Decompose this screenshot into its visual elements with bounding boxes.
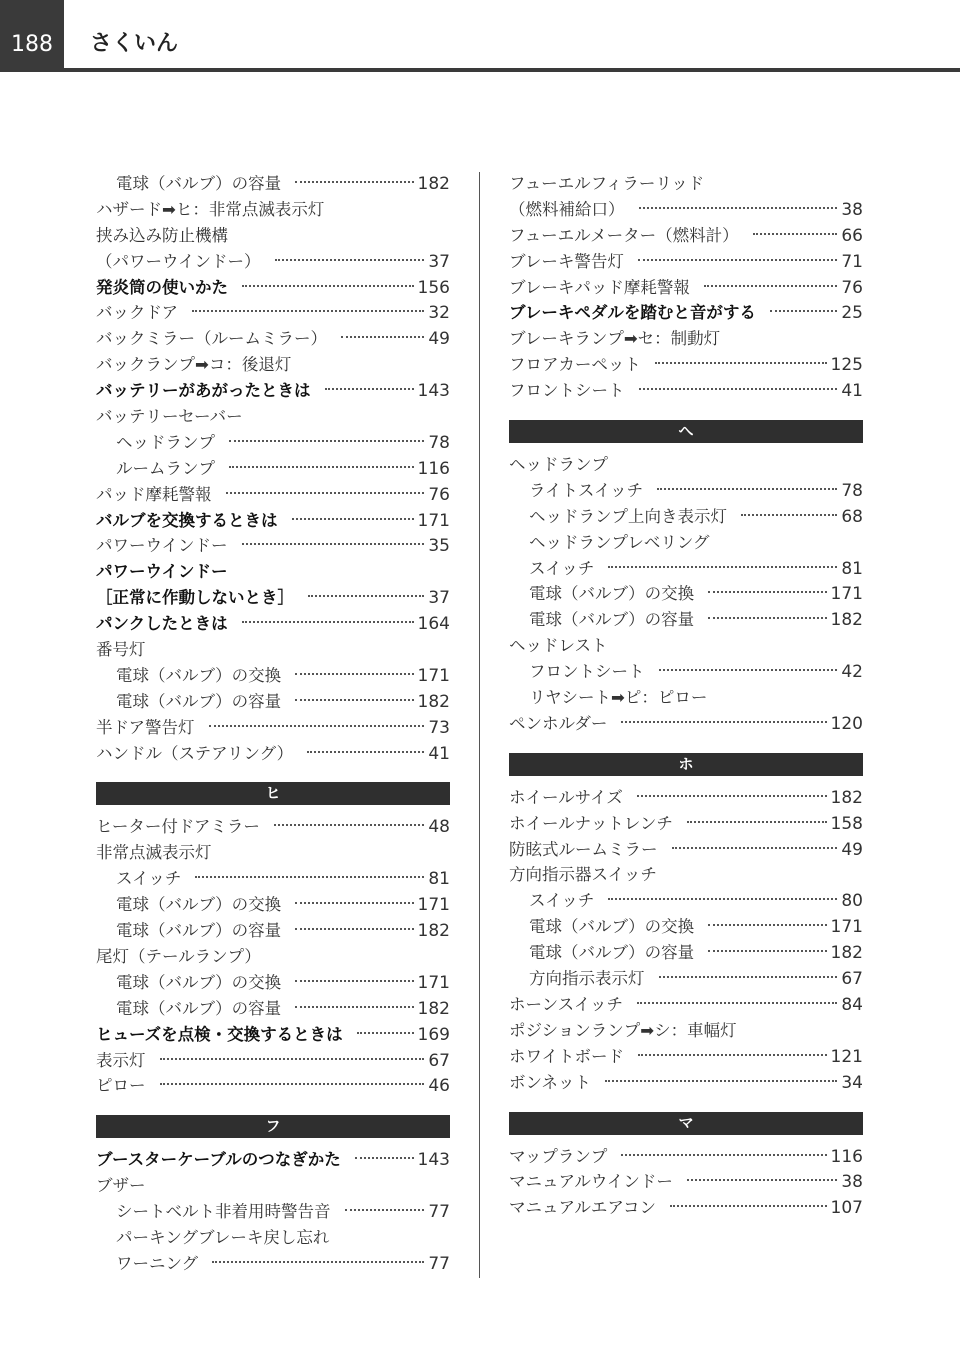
dot-leader: [637, 795, 827, 797]
entry-label: ブースターケーブルのつなぎかた: [96, 1150, 341, 1170]
entry-page-number: 120: [830, 713, 863, 734]
entry-label: ハンドル（ステアリング）: [96, 743, 294, 763]
entry-label: パワーウインドー: [96, 562, 228, 582]
index-entry: [96, 918, 450, 944]
entry-page-number: 171: [417, 665, 450, 686]
entry-label: バックドア: [96, 303, 179, 323]
dot-leader: [672, 847, 838, 849]
dot-leader: [295, 1006, 413, 1008]
entry-label: 電球（バルブ）の交換: [116, 665, 282, 685]
entry-page-number: 34: [841, 1072, 863, 1093]
dot-leader: [308, 595, 424, 597]
entry-label: 方向指示表示灯: [529, 969, 645, 989]
dot-leader: [770, 310, 838, 312]
entry-page-number: 143: [417, 381, 450, 402]
dot-leader: [274, 824, 425, 826]
index-entry: [509, 888, 863, 914]
entry-label: ポジションランプ➡シ：車幅灯: [509, 1020, 737, 1040]
index-entry: [509, 914, 863, 940]
header-rule: [64, 68, 960, 72]
dot-leader: [741, 514, 837, 516]
dot-leader: [704, 285, 838, 287]
entry-label: 電球（バルブ）の容量: [116, 998, 282, 1018]
entry-label: 電球（バルブ）の容量: [529, 943, 695, 963]
entry-label: ペンホルダー: [509, 713, 608, 733]
entry-page-number: 77: [428, 1202, 450, 1223]
entry-page-number: 77: [428, 1253, 450, 1274]
entry-label: ハザード➡ヒ：非常点滅表示灯: [96, 199, 325, 219]
index-entry: [96, 892, 450, 918]
entry-page-number: 25: [841, 303, 863, 324]
index-entry: [509, 966, 863, 992]
index-entry: [509, 478, 863, 504]
dot-leader: [687, 821, 827, 823]
entry-page-number: 42: [841, 662, 863, 683]
page-header: [0, 0, 960, 72]
index-entry: [509, 685, 863, 711]
dot-leader: [195, 876, 424, 878]
entry-page-number: 71: [841, 251, 863, 272]
entry-page-number: 182: [830, 943, 863, 964]
entry-label: パーキングブレーキ戻し忘れ: [116, 1227, 330, 1247]
index-entry: [509, 837, 863, 863]
entry-page-number: 81: [841, 558, 863, 579]
index-entry: [96, 689, 450, 715]
index-entry: [509, 862, 863, 888]
entry-label: フューエルフィラーリッド: [509, 174, 705, 193]
dot-leader: [307, 751, 424, 753]
entry-page-number: 76: [841, 277, 863, 298]
entry-label: リヤシート➡ピ：ピロー: [529, 688, 708, 708]
entry-label: 電球（バルブ）の交換: [529, 584, 695, 604]
entry-page-number: 171: [830, 584, 863, 605]
entry-page-number: 49: [428, 329, 450, 350]
entry-page-number: 67: [841, 969, 863, 990]
index-entry: [96, 840, 450, 866]
index-entry: [509, 300, 863, 326]
entry-page-number: 46: [428, 1076, 450, 1097]
index-entry: [509, 452, 863, 478]
index-entry: [96, 866, 450, 892]
entry-label: 発炎筒の使いかた: [96, 277, 228, 297]
entry-label: 電球（バルブ）の交換: [116, 895, 282, 915]
entry-label: ワーニング: [116, 1253, 199, 1273]
entry-page-number: 116: [830, 1146, 863, 1167]
index-entry: [509, 607, 863, 633]
dot-leader: [160, 1083, 425, 1085]
index-entry: [96, 404, 450, 430]
dot-leader: [209, 725, 425, 727]
entry-label: 表示灯: [96, 1050, 146, 1070]
entry-page-number: 164: [417, 614, 450, 635]
index-entry: [509, 326, 863, 352]
entry-page-number: 48: [428, 817, 450, 838]
index-entry: [509, 275, 863, 301]
index-entry: [509, 223, 863, 249]
index-entry: [96, 1073, 450, 1099]
column-divider: [479, 172, 480, 1278]
index-entry: [509, 1144, 863, 1170]
index-entry: [96, 300, 450, 326]
index-entry: [509, 530, 863, 556]
index-column-left: [96, 171, 450, 1277]
entry-label: ヘッドランプ: [509, 455, 608, 475]
dot-leader: [192, 310, 424, 312]
dot-leader: [341, 336, 424, 338]
dot-leader: [295, 181, 413, 183]
index-entry: [509, 378, 863, 404]
entry-page-number: 169: [417, 1024, 450, 1045]
index-entry: [509, 197, 863, 223]
entry-label: ブレーキパッド摩耗警報: [509, 277, 690, 297]
index-entry: [96, 585, 450, 611]
dot-leader: [295, 928, 413, 930]
index-entry: [509, 504, 863, 530]
entry-label: ヘッドランプ: [116, 432, 215, 452]
entry-page-number: 41: [841, 381, 863, 402]
index-entry: [96, 741, 450, 767]
entry-page-number: 35: [428, 536, 450, 557]
entry-label: フロアカーペット: [509, 355, 641, 375]
entry-label: 半ドア警告灯: [96, 717, 195, 737]
index-entry: [509, 556, 863, 582]
index-entry: [96, 197, 450, 223]
section-header: マ: [509, 1112, 863, 1135]
section-header: フ: [96, 1115, 450, 1138]
index-entry: [509, 785, 863, 811]
dot-leader: [295, 902, 413, 904]
index-entry: [96, 1225, 450, 1251]
entry-label: ヒューズを点検・交換するときは: [96, 1024, 343, 1044]
entry-label: パッド摩耗警報: [96, 484, 212, 504]
entry-page-number: 68: [841, 506, 863, 527]
index-entry: [509, 1169, 863, 1195]
entry-page-number: 66: [841, 225, 863, 246]
index-entry: [509, 1195, 863, 1221]
index-entry: [96, 1048, 450, 1074]
index-entry: [96, 223, 450, 249]
entry-page-number: 76: [428, 484, 450, 505]
entry-label: ブレーキランプ➡セ：制動灯: [509, 329, 721, 349]
dot-leader: [229, 466, 414, 468]
entry-label: 防眩式ルームミラー: [509, 839, 658, 859]
entry-label: 電球（バルブ）の交換: [529, 917, 695, 937]
entry-label: バルブを交換するときは: [96, 510, 278, 530]
entry-label: （パワーウインドー）: [96, 251, 261, 271]
index-entry: [96, 352, 450, 378]
entry-label: マップランプ: [509, 1146, 608, 1166]
entry-page-number: 171: [417, 895, 450, 916]
dot-leader: [708, 924, 826, 926]
entry-page-number: 182: [417, 174, 450, 194]
entry-label: ブレーキ警告灯: [509, 251, 624, 271]
entry-label: ボンネット: [509, 1072, 592, 1092]
entry-page-number: 37: [428, 251, 450, 272]
index-entry: [509, 1044, 863, 1070]
entry-label: 尾灯（テールランプ）: [96, 946, 261, 966]
entry-label: パワーウインドー: [96, 536, 228, 556]
index-entry: [96, 482, 450, 508]
dot-leader: [275, 259, 425, 261]
index-entry: [96, 275, 450, 301]
index-entry: [96, 1199, 450, 1225]
index-entry: [96, 611, 450, 637]
dot-leader: [295, 673, 413, 675]
index-entry: [96, 1173, 450, 1199]
index-entry: [509, 352, 863, 378]
dot-leader: [621, 721, 826, 723]
entry-label: ヒーター付ドアミラー: [96, 817, 260, 837]
page-title: さくいん: [90, 31, 179, 56]
dot-leader: [357, 1032, 414, 1034]
entry-page-number: 182: [830, 787, 863, 808]
entry-label: マニュアルエアコン: [509, 1198, 657, 1218]
index-entry: [96, 249, 450, 275]
entry-label: 電球（バルブ）の容量: [116, 921, 282, 941]
entry-label: ホイールサイズ: [509, 787, 623, 807]
dot-leader: [608, 898, 837, 900]
entry-label: シートベルト非着用時警告音: [116, 1202, 331, 1222]
dot-leader: [659, 976, 838, 978]
index-entry: [96, 663, 450, 689]
index-entry: [96, 378, 450, 404]
dot-leader: [160, 1058, 425, 1060]
entry-page-number: 182: [417, 998, 450, 1019]
entry-page-number: 49: [841, 839, 863, 860]
index-entry: [509, 171, 863, 197]
index-entry: [96, 715, 450, 741]
section-header: ホ: [509, 753, 863, 776]
entry-label: 方向指示器スイッチ: [509, 865, 657, 885]
entry-page-number: 116: [417, 458, 450, 479]
entry-label: 非常点滅表示灯: [96, 843, 212, 863]
index-entry: [509, 1018, 863, 1044]
index-entry: [509, 581, 863, 607]
dot-leader: [242, 621, 414, 623]
entry-page-number: 182: [417, 921, 450, 942]
entry-label: ルームランプ: [116, 458, 215, 478]
entry-label: フロントシート: [529, 662, 645, 682]
entry-label: スイッチ: [529, 558, 595, 578]
entry-page-number: 78: [428, 432, 450, 453]
entry-page-number: 158: [830, 813, 863, 834]
entry-page-number: 37: [428, 588, 450, 609]
section-header: へ: [509, 420, 863, 443]
index-entry: [509, 249, 863, 275]
section-header: ヒ: [96, 782, 450, 805]
entry-page-number: 182: [417, 691, 450, 712]
entry-page-number: 32: [428, 303, 450, 324]
dot-leader: [295, 699, 413, 701]
index-entry: [96, 171, 450, 197]
dot-leader: [345, 1209, 425, 1211]
index-entry: [96, 508, 450, 534]
entry-label: マニュアルウインドー: [509, 1172, 673, 1192]
entry-page-number: 171: [417, 972, 450, 993]
index-entry: [96, 1147, 450, 1173]
entry-label: ヘッドランプ上向き表示灯: [529, 506, 727, 526]
index-entry: [509, 811, 863, 837]
entry-label: ピロー: [96, 1076, 146, 1096]
entry-label: フロントシート: [509, 381, 625, 401]
index-entry: [509, 1070, 863, 1096]
dot-leader: [638, 1054, 827, 1056]
dot-leader: [605, 1080, 837, 1082]
index-entry: [96, 814, 450, 840]
dot-leader: [708, 591, 826, 593]
entry-label: バックミラー（ルームミラー）: [96, 329, 327, 349]
entry-label: フューエルメーター（燃料計）: [509, 225, 739, 245]
entry-page-number: 125: [830, 355, 863, 376]
entry-page-number: 80: [841, 891, 863, 912]
entry-label: スイッチ: [116, 869, 182, 889]
entry-page-number: 171: [830, 917, 863, 938]
entry-page-number: 67: [428, 1050, 450, 1071]
dot-leader: [226, 492, 425, 494]
dot-leader: [212, 1261, 424, 1263]
entry-label: バッテリーセーバー: [96, 407, 243, 427]
entry-page-number: 182: [830, 610, 863, 631]
dot-leader: [608, 566, 837, 568]
dot-leader: [292, 518, 414, 520]
entry-page-number: 171: [417, 510, 450, 531]
dot-leader: [325, 388, 414, 390]
entry-label: ライトスイッチ: [529, 480, 644, 500]
index-entry: [509, 992, 863, 1018]
entry-label: 電球（バルブ）の容量: [116, 174, 282, 193]
entry-label: ブザー: [96, 1176, 146, 1196]
index-entry: [96, 1022, 450, 1048]
dot-leader: [295, 980, 413, 982]
index-entry: [96, 996, 450, 1022]
dot-leader: [753, 233, 838, 235]
entry-label: （燃料補給口）: [509, 199, 625, 219]
dot-leader: [639, 207, 838, 209]
dot-leader: [708, 950, 826, 952]
entry-page-number: 38: [841, 1172, 863, 1193]
entry-label: 電球（バルブ）の交換: [116, 972, 282, 992]
entry-label: スイッチ: [529, 891, 595, 911]
index-entry: [96, 970, 450, 996]
entry-label: パンクしたときは: [96, 614, 228, 634]
dot-leader: [687, 1179, 838, 1181]
page-number: 188: [0, 0, 64, 72]
index-entry: [509, 711, 863, 737]
dot-leader: [229, 440, 424, 442]
dot-leader: [639, 388, 838, 390]
dot-leader: [355, 1157, 414, 1159]
dot-leader: [657, 488, 837, 490]
entry-page-number: 156: [417, 277, 450, 298]
dot-leader: [621, 1154, 826, 1156]
dot-leader: [670, 1205, 827, 1207]
dot-leader: [242, 543, 425, 545]
index-entry: [96, 944, 450, 970]
entry-label: 挟み込み防止機構: [96, 225, 228, 245]
entry-page-number: 78: [841, 480, 863, 501]
entry-page-number: 107: [830, 1198, 863, 1219]
entry-label: ヘッドレスト: [509, 636, 608, 656]
index-entry: [96, 1251, 450, 1277]
entry-label: ブレーキペダルを踏むと音がする: [509, 303, 756, 323]
entry-page-number: 41: [428, 743, 450, 764]
entry-page-number: 81: [428, 869, 450, 890]
index-entry: [96, 326, 450, 352]
entry-page-number: 73: [428, 717, 450, 738]
index-entry: [96, 637, 450, 663]
index-entry: [509, 659, 863, 685]
entry-page-number: 84: [841, 994, 863, 1015]
dot-leader: [655, 362, 827, 364]
dot-leader: [242, 285, 414, 287]
entry-page-number: 38: [841, 199, 863, 220]
entry-label: ヘッドランプレベリング: [529, 532, 710, 552]
entry-label: 番号灯: [96, 640, 146, 660]
dot-leader: [638, 259, 838, 261]
index-entry: [96, 559, 450, 585]
entry-label: バッテリーがあがったときは: [96, 381, 311, 401]
index-column-right: [509, 171, 863, 1221]
dot-leader: [637, 1002, 837, 1004]
entry-label: ホーンスイッチ: [509, 994, 624, 1014]
entry-label: 電球（バルブ）の容量: [116, 691, 282, 711]
entry-label: ホワイトボード: [509, 1046, 625, 1066]
entry-label: ［正常に作動しないとき］: [96, 588, 294, 608]
index-entry: [509, 940, 863, 966]
entry-label: 電球（バルブ）の容量: [529, 610, 695, 630]
index-entry: [96, 533, 450, 559]
dot-leader: [659, 669, 838, 671]
entry-page-number: 121: [830, 1046, 863, 1067]
entry-label: バックランプ➡コ：後退灯: [96, 355, 292, 375]
index-entry: [96, 456, 450, 482]
entry-label: ホイールナットレンチ: [509, 813, 673, 833]
dot-leader: [708, 617, 826, 619]
index-entry: [96, 430, 450, 456]
entry-page-number: 143: [417, 1150, 450, 1171]
index-entry: [509, 633, 863, 659]
